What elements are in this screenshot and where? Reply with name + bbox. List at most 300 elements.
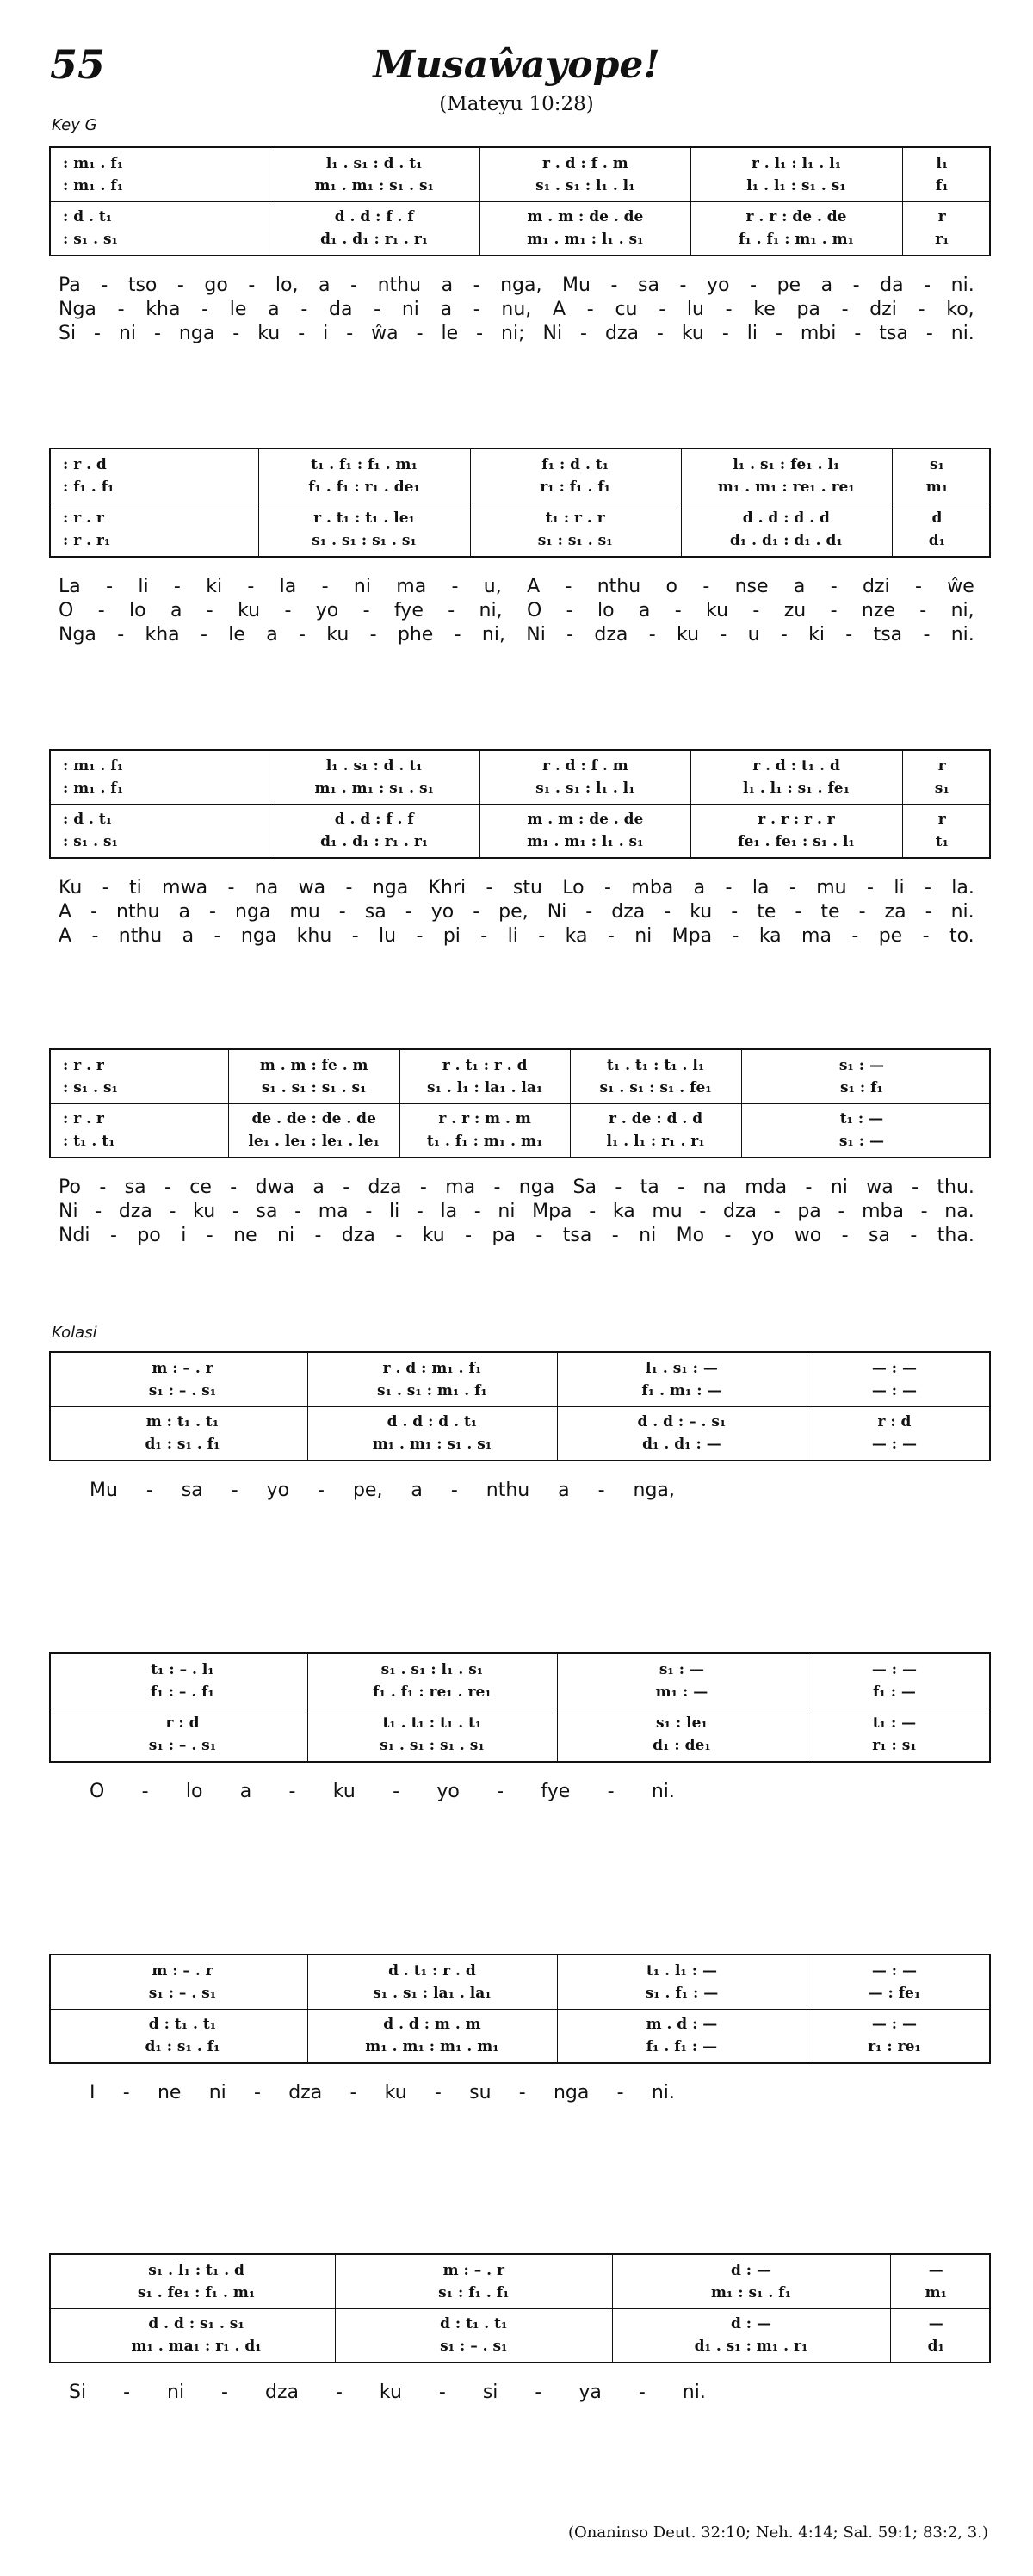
measure bbox=[307, 1955, 557, 2062]
music-system bbox=[49, 749, 991, 859]
lyric-syllable: A bbox=[59, 925, 72, 947]
lyric-syllable: - bbox=[699, 1201, 707, 1222]
lyric-syllable: - bbox=[473, 299, 480, 320]
voice-part-notes: : r . r bbox=[63, 510, 104, 527]
voice-part-notes: s₁ bbox=[929, 456, 944, 473]
voice-part-notes: f₁ . m₁ : — bbox=[641, 1382, 722, 1399]
lyric-syllable: lo bbox=[185, 1781, 203, 1802]
voice-part-notes: — : — bbox=[871, 1360, 918, 1377]
measure bbox=[58, 2255, 335, 2362]
measure bbox=[681, 449, 892, 556]
lyric-syllable: - bbox=[910, 1225, 918, 1246]
music-system bbox=[49, 146, 991, 256]
voice-part-notes: d₁ bbox=[928, 532, 946, 549]
lyric-syllable: li bbox=[894, 877, 905, 899]
lyric-syllable: - bbox=[473, 1201, 481, 1222]
lyric-syllable: na bbox=[254, 877, 279, 899]
voice-part-notes: m : – . r bbox=[152, 1360, 213, 1377]
measure bbox=[58, 148, 269, 255]
lyric-syllable: - bbox=[925, 901, 932, 923]
lyric-syllable: sa bbox=[124, 1177, 146, 1198]
voice-part-notes: s₁ : – . s₁ bbox=[440, 2338, 508, 2355]
lyric-syllable: ni bbox=[118, 323, 137, 344]
lyric-syllable: la bbox=[440, 1201, 458, 1222]
lyrics-block bbox=[90, 1780, 675, 1804]
voice-part-notes: r . r : r . r bbox=[758, 811, 835, 828]
lyric-syllable: wo bbox=[794, 1225, 822, 1246]
lyric-syllable: - bbox=[780, 624, 788, 646]
measure bbox=[902, 751, 982, 857]
voice-part-notes: l₁ . s₁ : d . t₁ bbox=[325, 155, 423, 172]
lyric-syllable: - bbox=[122, 2082, 130, 2103]
lyric-syllable: - bbox=[919, 600, 927, 621]
lyric-syllable: la bbox=[752, 877, 770, 899]
lyric-syllable: - bbox=[164, 1177, 171, 1198]
lyric-syllable: - bbox=[615, 1177, 622, 1198]
voice-part-notes: t₁ . f₁ : m₁ . m₁ bbox=[426, 1133, 543, 1150]
lyric-syllable: - bbox=[752, 600, 760, 621]
lyric-syllable: nthu bbox=[597, 576, 641, 597]
voice-part-notes: — : — bbox=[871, 1382, 918, 1399]
lyric-syllable: - bbox=[230, 1177, 238, 1198]
lyric-syllable: - bbox=[232, 1201, 239, 1222]
voice-part-notes: d₁ . d₁ : r₁ . r₁ bbox=[320, 833, 429, 850]
lyric-syllable: - bbox=[200, 624, 207, 646]
voice-part-notes: s₁ : f₁ . f₁ bbox=[438, 2284, 510, 2301]
voice-part-notes: l₁ bbox=[936, 155, 949, 172]
lyric-syllable: na bbox=[702, 1177, 727, 1198]
lyric-syllable: a bbox=[441, 275, 454, 296]
lyric-syllable: za bbox=[884, 901, 906, 923]
lyric-syllable: - bbox=[450, 1480, 458, 1501]
lyric-syllable: lu bbox=[379, 925, 397, 947]
voice-part-notes: f₁ . f₁ : re₁ . re₁ bbox=[373, 1683, 492, 1701]
lyric-syllable: - bbox=[566, 600, 573, 621]
lyric-syllable: Ni bbox=[526, 624, 546, 646]
lyric-syllable: Po bbox=[59, 1177, 81, 1198]
lyric-syllable: tsa bbox=[562, 1225, 592, 1246]
lyric-syllable: dza bbox=[288, 2082, 323, 2103]
lyric-syllable: - bbox=[416, 323, 424, 344]
lyric-line bbox=[59, 298, 974, 322]
lyric-syllable: ne bbox=[233, 1225, 257, 1246]
music-system bbox=[49, 1652, 991, 1763]
voice-part-notes: d : t₁ . t₁ bbox=[440, 2315, 508, 2332]
voice-part-notes: f₁ . f₁ : r₁ . de₁ bbox=[308, 479, 420, 496]
lyric-syllable: ta bbox=[640, 1177, 659, 1198]
lyric-syllable: - bbox=[659, 299, 666, 320]
lyric-syllable: a bbox=[182, 925, 195, 947]
voice-part-notes: s₁ . s₁ : s₁ . s₁ bbox=[380, 1737, 485, 1754]
voice-part-notes: m₁ . ma₁ : r₁ . d₁ bbox=[131, 2338, 262, 2355]
voice-part-notes: d₁ : s₁ . f₁ bbox=[145, 1436, 220, 1453]
lyric-syllable: a bbox=[693, 877, 706, 899]
lyric-syllable: ku bbox=[379, 2381, 402, 2403]
lyrics-block bbox=[90, 1479, 675, 1503]
lyric-syllable: - bbox=[206, 1225, 213, 1246]
voice-part-notes: : m₁ . f₁ bbox=[63, 757, 124, 775]
key-signature: Key G bbox=[52, 116, 97, 134]
lyric-syllable: - bbox=[589, 1201, 597, 1222]
lyric-syllable: pe, bbox=[498, 901, 529, 923]
lyric-line bbox=[90, 1780, 675, 1804]
lyric-syllable: ŵe bbox=[947, 576, 974, 597]
lyric-syllable: - bbox=[724, 1225, 732, 1246]
voice-part-notes: t₁ : – . l₁ bbox=[151, 1661, 214, 1678]
lyric-syllable: - bbox=[616, 2082, 624, 2103]
lyric-syllable: - bbox=[535, 1225, 543, 1246]
lyric-syllable: tsa bbox=[873, 624, 903, 646]
voice-part-notes: r . d : f . m bbox=[541, 757, 628, 775]
hymn-number: 55 bbox=[50, 41, 106, 88]
music-system bbox=[49, 1048, 991, 1158]
lyric-syllable: i bbox=[181, 1225, 187, 1246]
voice-part-notes: f₁ . f₁ : — bbox=[646, 2038, 718, 2055]
lyric-syllable: ti bbox=[129, 877, 142, 899]
voice-part-notes: d : — bbox=[730, 2262, 771, 2279]
lyric-syllable: to. bbox=[949, 925, 974, 947]
voice-part-notes: r₁ : re₁ bbox=[868, 2038, 921, 2055]
lyric-syllable: ni bbox=[353, 576, 371, 597]
lyric-syllable: dza bbox=[368, 1177, 402, 1198]
lyric-syllable: - bbox=[493, 1177, 501, 1198]
music-system bbox=[49, 1351, 991, 1461]
voice-part-notes: s₁ . s₁ : l₁ . s₁ bbox=[380, 1661, 484, 1678]
voice-part-notes: — : fe₁ bbox=[868, 1985, 921, 2002]
lyric-syllable: - bbox=[725, 877, 733, 899]
lyric-line bbox=[59, 900, 974, 924]
lyric-syllable: le bbox=[229, 299, 247, 320]
lyric-syllable: Mu bbox=[90, 1480, 118, 1501]
lyric-syllable: dza bbox=[723, 1201, 758, 1222]
voice-part-notes: d . d : d . d bbox=[742, 510, 830, 527]
voice-part-notes: m₁ . m₁ : re₁ . re₁ bbox=[717, 479, 855, 496]
lyric-syllable: - bbox=[254, 2082, 261, 2103]
lyric-line bbox=[90, 2081, 675, 2105]
lyric-syllable: - bbox=[90, 901, 98, 923]
lyric-syllable: - bbox=[679, 275, 687, 296]
voice-part-notes: m₁ . m₁ : s₁ . s₁ bbox=[314, 177, 434, 195]
lyric-syllable: yo bbox=[266, 1480, 290, 1501]
voice-part-notes: d . d : d . t₁ bbox=[387, 1413, 478, 1430]
chorus-label: Kolasi bbox=[52, 1324, 97, 1342]
lyric-syllable: - bbox=[841, 1225, 849, 1246]
lyric-syllable: sa bbox=[869, 1225, 890, 1246]
lyric-syllable: - bbox=[731, 901, 739, 923]
voice-part-notes: s₁ . fe₁ : f₁ . m₁ bbox=[137, 2284, 256, 2301]
measure bbox=[479, 148, 690, 255]
measure bbox=[58, 751, 269, 857]
lyric-syllable: - bbox=[773, 1201, 781, 1222]
measure bbox=[890, 2255, 982, 2362]
lyric-syllable: - bbox=[497, 1781, 504, 1802]
lyric-syllable: - bbox=[924, 877, 931, 899]
lyric-syllable: - bbox=[486, 877, 493, 899]
lyric-syllable: nthu bbox=[486, 1480, 530, 1501]
lyric-syllable: - bbox=[720, 624, 727, 646]
lyric-syllable: ni. bbox=[651, 2082, 675, 2103]
lyric-syllable: - bbox=[664, 901, 671, 923]
lyric-syllable: - bbox=[288, 1781, 296, 1802]
lyric-syllable: lo bbox=[129, 600, 146, 621]
lyric-syllable: - bbox=[169, 1201, 176, 1222]
lyric-syllable: Nga bbox=[59, 299, 96, 320]
lyric-syllable: ki bbox=[206, 576, 223, 597]
music-system bbox=[49, 2253, 991, 2363]
lyric-syllable: - bbox=[454, 624, 461, 646]
lyric-syllable: dza bbox=[604, 323, 639, 344]
lyric-syllable: - bbox=[830, 600, 838, 621]
voice-part-notes: r . de : d . d bbox=[609, 1110, 703, 1127]
lyric-syllable: - bbox=[830, 576, 838, 597]
lyric-syllable: - bbox=[476, 323, 484, 344]
lyric-syllable: - bbox=[565, 576, 572, 597]
lyric-syllable: - bbox=[346, 323, 354, 344]
lyric-syllable: - bbox=[117, 624, 125, 646]
lyric-syllable: - bbox=[852, 275, 860, 296]
lyric-syllable: tha. bbox=[937, 1225, 974, 1246]
voice-part-notes: f₁ : – . f₁ bbox=[151, 1683, 214, 1701]
voice-part-notes: m₁ . m₁ : s₁ . s₁ bbox=[314, 780, 434, 797]
voice-part-notes: r : d bbox=[877, 1413, 912, 1430]
lyric-syllable: - bbox=[518, 2082, 526, 2103]
lyric-syllable: - bbox=[535, 2381, 542, 2403]
lyric-syllable: ni bbox=[830, 1177, 848, 1198]
voice-part-notes: f₁ : d . t₁ bbox=[541, 456, 609, 473]
voice-part-notes: d . d : m . m bbox=[383, 2016, 481, 2033]
lyric-syllable: Khri bbox=[428, 877, 467, 899]
lyric-syllable: te bbox=[757, 901, 776, 923]
lyric-syllable: - bbox=[419, 1177, 427, 1198]
lyric-syllable: - bbox=[221, 2381, 228, 2403]
lyric-syllable: fye bbox=[541, 1781, 571, 1802]
lyric-syllable: mbi bbox=[800, 323, 837, 344]
lyric-syllable: - bbox=[674, 600, 682, 621]
lyric-syllable: - bbox=[845, 624, 853, 646]
lyric-syllable: stu bbox=[512, 877, 542, 899]
measure bbox=[58, 1654, 307, 1761]
lyric-syllable: a bbox=[319, 275, 331, 296]
lyric-syllable: phe bbox=[397, 624, 434, 646]
lyric-syllable: dzi bbox=[869, 299, 897, 320]
measure bbox=[690, 148, 901, 255]
voice-part-notes: r . r : de . de bbox=[745, 208, 847, 225]
lyric-syllable: - bbox=[335, 2381, 343, 2403]
lyric-syllable: - bbox=[338, 901, 346, 923]
lyric-syllable: - bbox=[405, 901, 412, 923]
lyric-syllable: dza bbox=[341, 1225, 375, 1246]
lyric-syllable: - bbox=[350, 275, 358, 296]
lyric-syllable: - bbox=[586, 299, 594, 320]
lyric-syllable: ku bbox=[332, 1781, 356, 1802]
voice-part-notes: d₁ : s₁ . f₁ bbox=[145, 2038, 220, 2055]
lyric-syllable: - bbox=[247, 576, 255, 597]
lyric-syllable: nga bbox=[235, 901, 271, 923]
lyric-syllable: - bbox=[349, 2082, 357, 2103]
lyric-syllable: - bbox=[362, 600, 370, 621]
lyric-syllable: pa bbox=[797, 1201, 821, 1222]
lyric-syllable: - bbox=[173, 576, 181, 597]
voice-part-notes: s₁ . s₁ : la₁ . la₁ bbox=[373, 1985, 492, 2002]
measure bbox=[612, 2255, 889, 2362]
lyric-syllable: si bbox=[482, 2381, 498, 2403]
voice-part-notes: t₁ . t₁ : t₁ . t₁ bbox=[382, 1714, 482, 1732]
voice-part-notes: — : — bbox=[871, 1962, 918, 1980]
lyric-syllable: - bbox=[176, 275, 184, 296]
lyric-syllable: nthu bbox=[377, 275, 422, 296]
lyric-syllable: Si bbox=[59, 323, 77, 344]
voice-part-notes: : d . t₁ bbox=[63, 811, 113, 828]
lyric-syllable: - bbox=[922, 925, 930, 947]
lyric-syllable: - bbox=[805, 1177, 813, 1198]
voice-part-notes: d : — bbox=[730, 2315, 771, 2332]
lyric-syllable: - bbox=[920, 1201, 928, 1222]
voice-part-notes: : m₁ . f₁ bbox=[63, 177, 124, 195]
voice-part-notes: t₁ bbox=[935, 833, 949, 850]
lyric-syllable: sa bbox=[256, 1201, 278, 1222]
lyric-syllable: pa bbox=[796, 299, 820, 320]
measure bbox=[258, 449, 469, 556]
voice-part-notes: : r . r bbox=[63, 1057, 104, 1074]
lyric-syllable: la. bbox=[951, 877, 974, 899]
voice-part-notes: r . d : t₁ . d bbox=[752, 757, 840, 775]
measure bbox=[557, 1955, 807, 2062]
lyric-syllable: Mpa bbox=[532, 1201, 572, 1222]
lyric-syllable: - bbox=[345, 877, 353, 899]
lyric-syllable: ku bbox=[690, 901, 713, 923]
lyric-syllable: - bbox=[604, 877, 611, 899]
lyric-syllable: ki bbox=[808, 624, 825, 646]
voice-part-notes: s₁ : f₁ bbox=[839, 1079, 883, 1096]
voice-part-notes: s₁ : – . s₁ bbox=[148, 1382, 217, 1399]
lyric-syllable: a bbox=[440, 299, 453, 320]
lyric-syllable: - bbox=[925, 323, 933, 344]
measure bbox=[690, 751, 901, 857]
measure bbox=[557, 1353, 807, 1460]
lyrics-block bbox=[90, 2081, 675, 2105]
lyric-syllable: ce bbox=[189, 1177, 212, 1198]
lyric-syllable: - bbox=[448, 600, 455, 621]
lyric-syllable: ni bbox=[498, 1201, 516, 1222]
lyric-syllable: ku bbox=[706, 600, 729, 621]
lyric-syllable: - bbox=[97, 600, 105, 621]
lyric-syllable: - bbox=[597, 1480, 605, 1501]
lyric-syllable: lu bbox=[686, 299, 704, 320]
lyric-syllable: A bbox=[59, 901, 72, 923]
lyric-syllable: a bbox=[793, 576, 806, 597]
lyric-syllable: - bbox=[611, 1225, 619, 1246]
lyric-syllable: - bbox=[725, 299, 733, 320]
lyric-syllable: ni. bbox=[950, 323, 974, 344]
lyric-syllable: yo bbox=[315, 600, 339, 621]
lyric-syllable: Ni bbox=[59, 1201, 78, 1222]
lyric-syllable: pi bbox=[442, 925, 461, 947]
lyric-syllable: sa bbox=[364, 901, 387, 923]
lyric-syllable: - bbox=[314, 1225, 322, 1246]
lyric-syllable: - bbox=[732, 925, 739, 947]
measure bbox=[807, 1955, 982, 2062]
lyric-syllable: - bbox=[106, 576, 114, 597]
lyric-syllable: ku bbox=[384, 2082, 407, 2103]
lyric-syllable: - bbox=[585, 901, 593, 923]
lyric-syllable: - bbox=[416, 1201, 424, 1222]
lyric-syllable: tsa bbox=[879, 323, 908, 344]
lyric-syllable: po bbox=[137, 1225, 161, 1246]
lyric-syllable: - bbox=[365, 1201, 373, 1222]
lyric-syllable: ni bbox=[208, 2082, 226, 2103]
voice-part-notes: d₁ bbox=[927, 2338, 944, 2355]
voice-part-notes: l₁ . s₁ : — bbox=[646, 1360, 718, 1377]
lyric-syllable: mwa bbox=[162, 877, 208, 899]
voice-part-notes: r . r : m . m bbox=[438, 1110, 531, 1127]
measure bbox=[741, 1050, 982, 1157]
voice-part-notes: r . t₁ : t₁ . le₁ bbox=[313, 510, 415, 527]
voice-part-notes: s₁ . l₁ : la₁ . la₁ bbox=[426, 1079, 543, 1096]
measure bbox=[892, 449, 982, 556]
lyric-syllable: nga bbox=[372, 877, 409, 899]
lyric-syllable: Nga bbox=[59, 624, 96, 646]
voice-part-notes: d . d : f . f bbox=[334, 811, 414, 828]
voice-part-notes: s₁ . l₁ : t₁ . d bbox=[148, 2262, 244, 2279]
lyric-syllable: - bbox=[298, 323, 306, 344]
lyric-line bbox=[59, 1224, 974, 1248]
voice-part-notes: s₁ . s₁ : s₁ . s₁ bbox=[312, 532, 417, 549]
lyric-syllable: ma bbox=[801, 925, 832, 947]
lyric-syllable: yo bbox=[751, 1225, 775, 1246]
voice-part-notes: s₁ : – . s₁ bbox=[148, 1737, 217, 1754]
lyric-syllable: - bbox=[227, 877, 235, 899]
lyric-syllable: - bbox=[416, 925, 424, 947]
lyric-syllable: - bbox=[789, 877, 796, 899]
lyric-syllable: te bbox=[820, 901, 840, 923]
lyric-syllable: kha bbox=[145, 299, 181, 320]
measure bbox=[58, 1050, 228, 1157]
lyric-syllable: lo bbox=[597, 600, 615, 621]
lyric-syllable: - bbox=[607, 1781, 615, 1802]
lyric-syllable: a bbox=[558, 1480, 570, 1501]
voice-part-notes: s₁ : s₁ . s₁ bbox=[537, 532, 613, 549]
lyric-syllable: a bbox=[312, 1177, 325, 1198]
lyric-syllable: a bbox=[411, 1480, 423, 1501]
voice-part-notes: : r . r bbox=[63, 1110, 104, 1127]
lyric-syllable: - bbox=[775, 323, 782, 344]
voice-part-notes: r₁ : f₁ . f₁ bbox=[540, 479, 611, 496]
lyric-syllable: - bbox=[123, 2381, 131, 2403]
lyric-syllable: - bbox=[248, 275, 256, 296]
lyric-syllable: yo bbox=[436, 1781, 460, 1802]
lyric-syllable: - bbox=[117, 299, 125, 320]
scripture-reference: (Mateyu 10:28) bbox=[439, 93, 594, 115]
lyric-line bbox=[59, 274, 974, 298]
lyric-syllable: ŵa bbox=[371, 323, 399, 344]
voice-part-notes: m . m : de . de bbox=[527, 811, 644, 828]
lyric-syllable: a bbox=[170, 600, 182, 621]
lyric-syllable: I bbox=[90, 2082, 96, 2103]
lyric-line bbox=[59, 1200, 974, 1224]
lyric-syllable: ni. bbox=[950, 624, 974, 646]
lyric-syllable: - bbox=[213, 925, 221, 947]
lyric-line bbox=[59, 876, 974, 900]
lyric-syllable: ni, bbox=[479, 600, 503, 621]
voice-part-notes: r : d bbox=[165, 1714, 200, 1732]
lyric-syllable: ma bbox=[396, 576, 427, 597]
lyric-syllable: sa bbox=[638, 275, 659, 296]
voice-part-notes: f₁ . f₁ : m₁ . m₁ bbox=[739, 231, 855, 248]
voice-part-notes: d₁ . d₁ : r₁ . r₁ bbox=[320, 231, 429, 248]
voice-part-notes: s₁ bbox=[934, 780, 949, 797]
lyric-syllable: cu bbox=[615, 299, 638, 320]
lyric-syllable: le bbox=[228, 624, 245, 646]
